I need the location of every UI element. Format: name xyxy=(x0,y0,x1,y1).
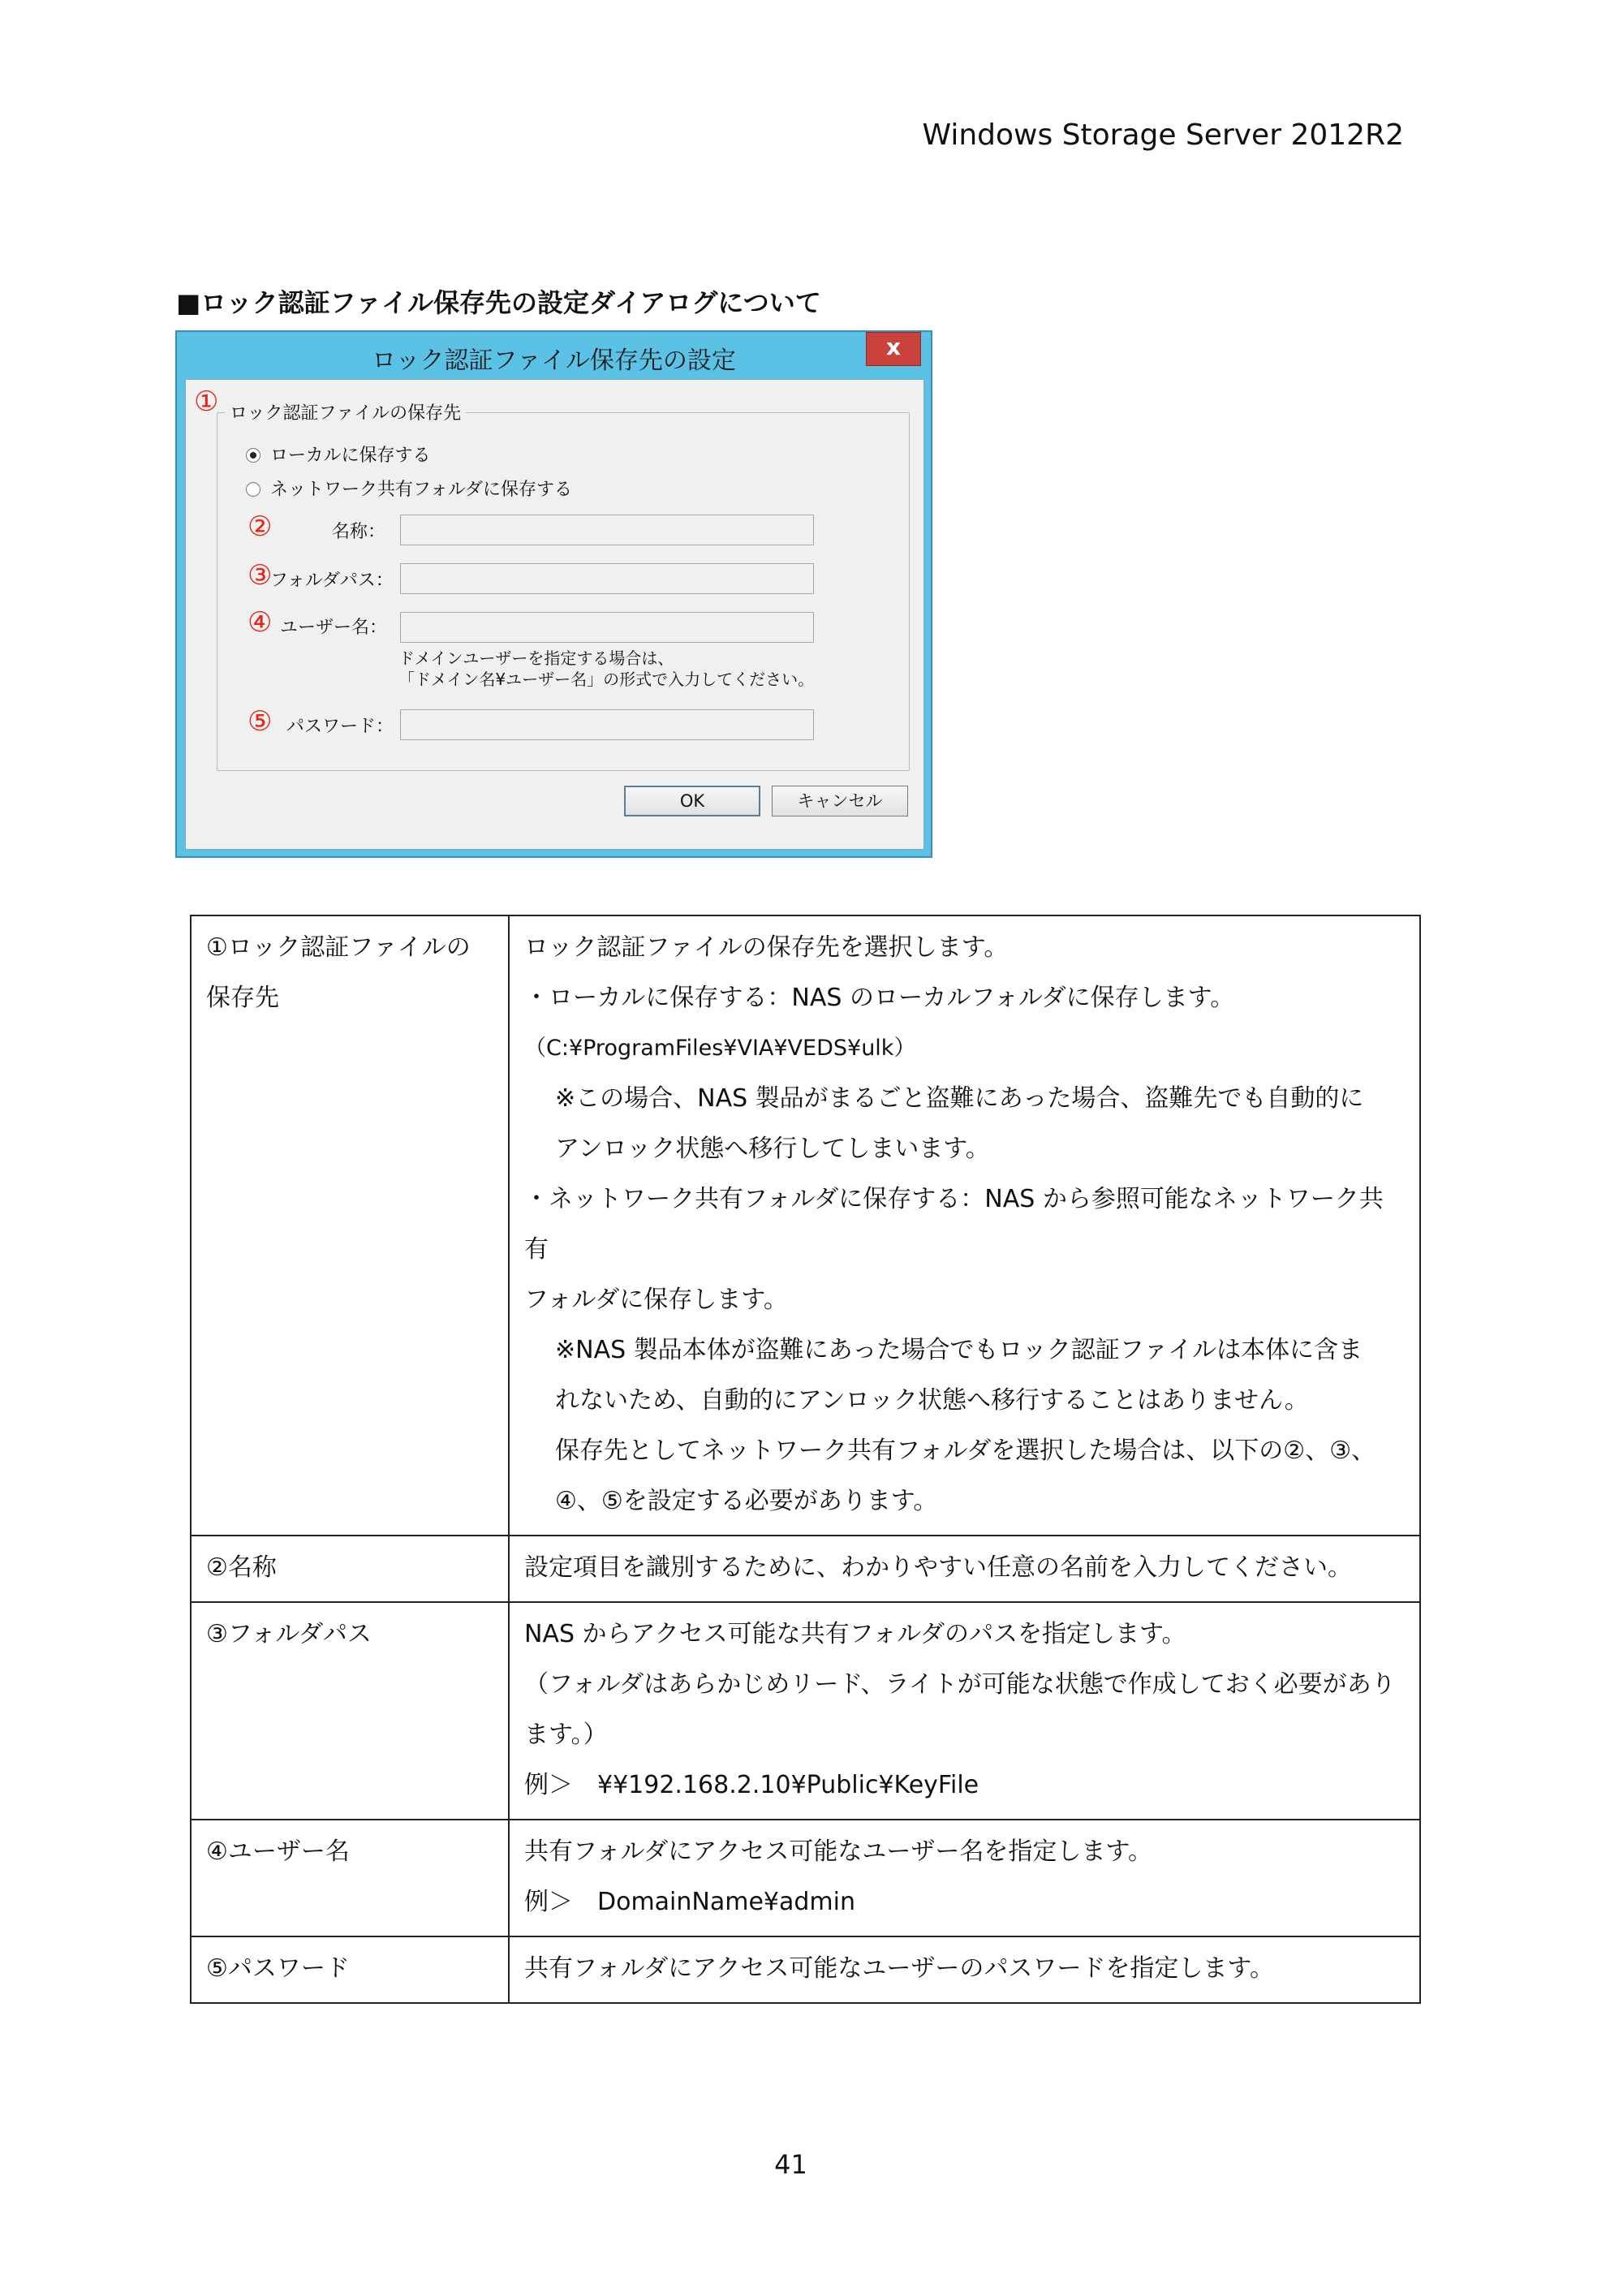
radio-local-label: ローカルに保存する xyxy=(270,446,431,466)
description-line: れないため、自動的にアンロック状態へ移行することはありません。 xyxy=(555,1386,1309,1415)
description-line: ※この場合、NAS 製品がまるごと盗難にあった場合、盗難先でも自動的に xyxy=(555,1084,1364,1113)
description-line: （C:¥ProgramFiles¥VIA¥VEDS¥ulk） xyxy=(524,1036,916,1061)
radio-local[interactable] xyxy=(246,442,431,467)
description-line: 例＞ DomainName¥admin xyxy=(524,1888,856,1916)
description-line: ④、⑤を設定する必要があります。 xyxy=(555,1487,938,1515)
description-cell xyxy=(509,1602,1420,1820)
user-hint-line-2: 「ドメイン名¥ユーザー名」の形式で入力してください。 xyxy=(398,670,815,689)
group-label: ロック認証ファイルの保存先 xyxy=(225,399,466,424)
dialog-client-area xyxy=(185,379,924,850)
description-line: 設定項目を識別するために、わかりやすい任意の名前を入力してください。 xyxy=(524,1553,1352,1582)
description-cell xyxy=(509,1820,1420,1936)
description-line: 共有フォルダにアクセス可能なユーザーのパスワードを指定します。 xyxy=(524,1954,1274,1983)
section-heading: ■ロック認証ファイル保存先の設定ダイアログについて xyxy=(176,287,821,318)
term-text: ①ロック認証ファイルの xyxy=(206,933,471,962)
description-line: （フォルダはあらかじめリード、ライトが可能な状態で作成しておく必要があり xyxy=(524,1670,1396,1699)
description-line: 保存先としてネットワーク共有フォルダを選択した場合は、以下の②、③、 xyxy=(555,1437,1376,1465)
table-row xyxy=(191,915,1420,1536)
page-number: 41 xyxy=(774,2149,807,2180)
radio-network[interactable] xyxy=(246,476,572,501)
folder-path-label: フォルダパス： xyxy=(270,571,394,591)
term-text: ④ユーザー名 xyxy=(206,1837,350,1866)
user-name-label: ユーザー名： xyxy=(280,618,388,638)
radio-unchecked-icon[interactable] xyxy=(246,482,260,497)
term-cell xyxy=(191,1820,509,1936)
description-table xyxy=(190,915,1421,2004)
product-header: Windows Storage Server 2012R2 xyxy=(922,118,1404,152)
table-row xyxy=(191,1936,1420,2003)
term-text: ⑤パスワード xyxy=(206,1954,350,1983)
description-cell xyxy=(509,1536,1420,1602)
description-line: ・ローカルに保存する：NAS のローカルフォルダに保存します。 xyxy=(524,984,1235,1012)
term-cell xyxy=(191,1602,509,1820)
dialog-title: ロック認証ファイル保存先の設定 xyxy=(372,347,736,375)
radio-checked-icon[interactable] xyxy=(246,448,260,463)
close-button[interactable]: x xyxy=(866,332,921,366)
description-line: アンロック状態へ移行してしまいます。 xyxy=(555,1135,990,1163)
description-line: ※NAS 製品本体が盗難にあった場合でもロック認証ファイルは本体に含ま xyxy=(555,1336,1363,1364)
lock-auth-file-dialog xyxy=(175,330,932,858)
description-line: NAS からアクセス可能な共有フォルダのパスを指定します。 xyxy=(524,1620,1186,1648)
name-label: 名称： xyxy=(332,522,386,542)
password-label: パスワード： xyxy=(286,717,394,737)
term-cell xyxy=(191,1936,509,2003)
table-row xyxy=(191,1536,1420,1602)
radio-network-label: ネットワーク共有フォルダに保存する xyxy=(270,480,573,500)
password-field[interactable] xyxy=(400,709,814,740)
description-line: フォルダに保存します。 xyxy=(524,1286,788,1314)
marker-2: ② xyxy=(248,510,273,543)
term-cell xyxy=(191,1536,509,1602)
term-text: ②名称 xyxy=(206,1553,277,1582)
user-name-field[interactable] xyxy=(400,612,814,643)
marker-4: ④ xyxy=(248,606,273,639)
marker-1: ① xyxy=(194,386,219,418)
table-row xyxy=(191,1820,1420,1936)
name-field[interactable] xyxy=(400,515,814,545)
description-cell xyxy=(509,1936,1420,2003)
cancel-button[interactable]: キャンセル xyxy=(772,786,908,816)
term-cell xyxy=(191,915,509,1536)
description-cell xyxy=(509,915,1420,1536)
table-row xyxy=(191,1602,1420,1820)
marker-5: ⑤ xyxy=(248,705,273,738)
description-line: ます。） xyxy=(524,1721,608,1749)
term-text: ③フォルダパス xyxy=(206,1620,372,1648)
description-line: 共有フォルダにアクセス可能なユーザー名を指定します。 xyxy=(524,1837,1152,1866)
marker-3: ③ xyxy=(248,559,273,592)
description-line: ロック認証ファイルの保存先を選択します。 xyxy=(524,933,1009,962)
description-line: ・ネットワーク共有フォルダに保存する：NAS から参照可能なネットワーク共有 xyxy=(524,1185,1384,1264)
folder-path-field[interactable] xyxy=(400,563,814,594)
description-line: 例＞ ¥¥192.168.2.10¥Public¥KeyFile xyxy=(524,1771,979,1799)
term-text: 保存先 xyxy=(206,984,279,1012)
ok-button[interactable]: OK xyxy=(624,786,760,816)
user-hint-line-1: ドメインユーザーを指定する場合は、 xyxy=(398,648,674,668)
